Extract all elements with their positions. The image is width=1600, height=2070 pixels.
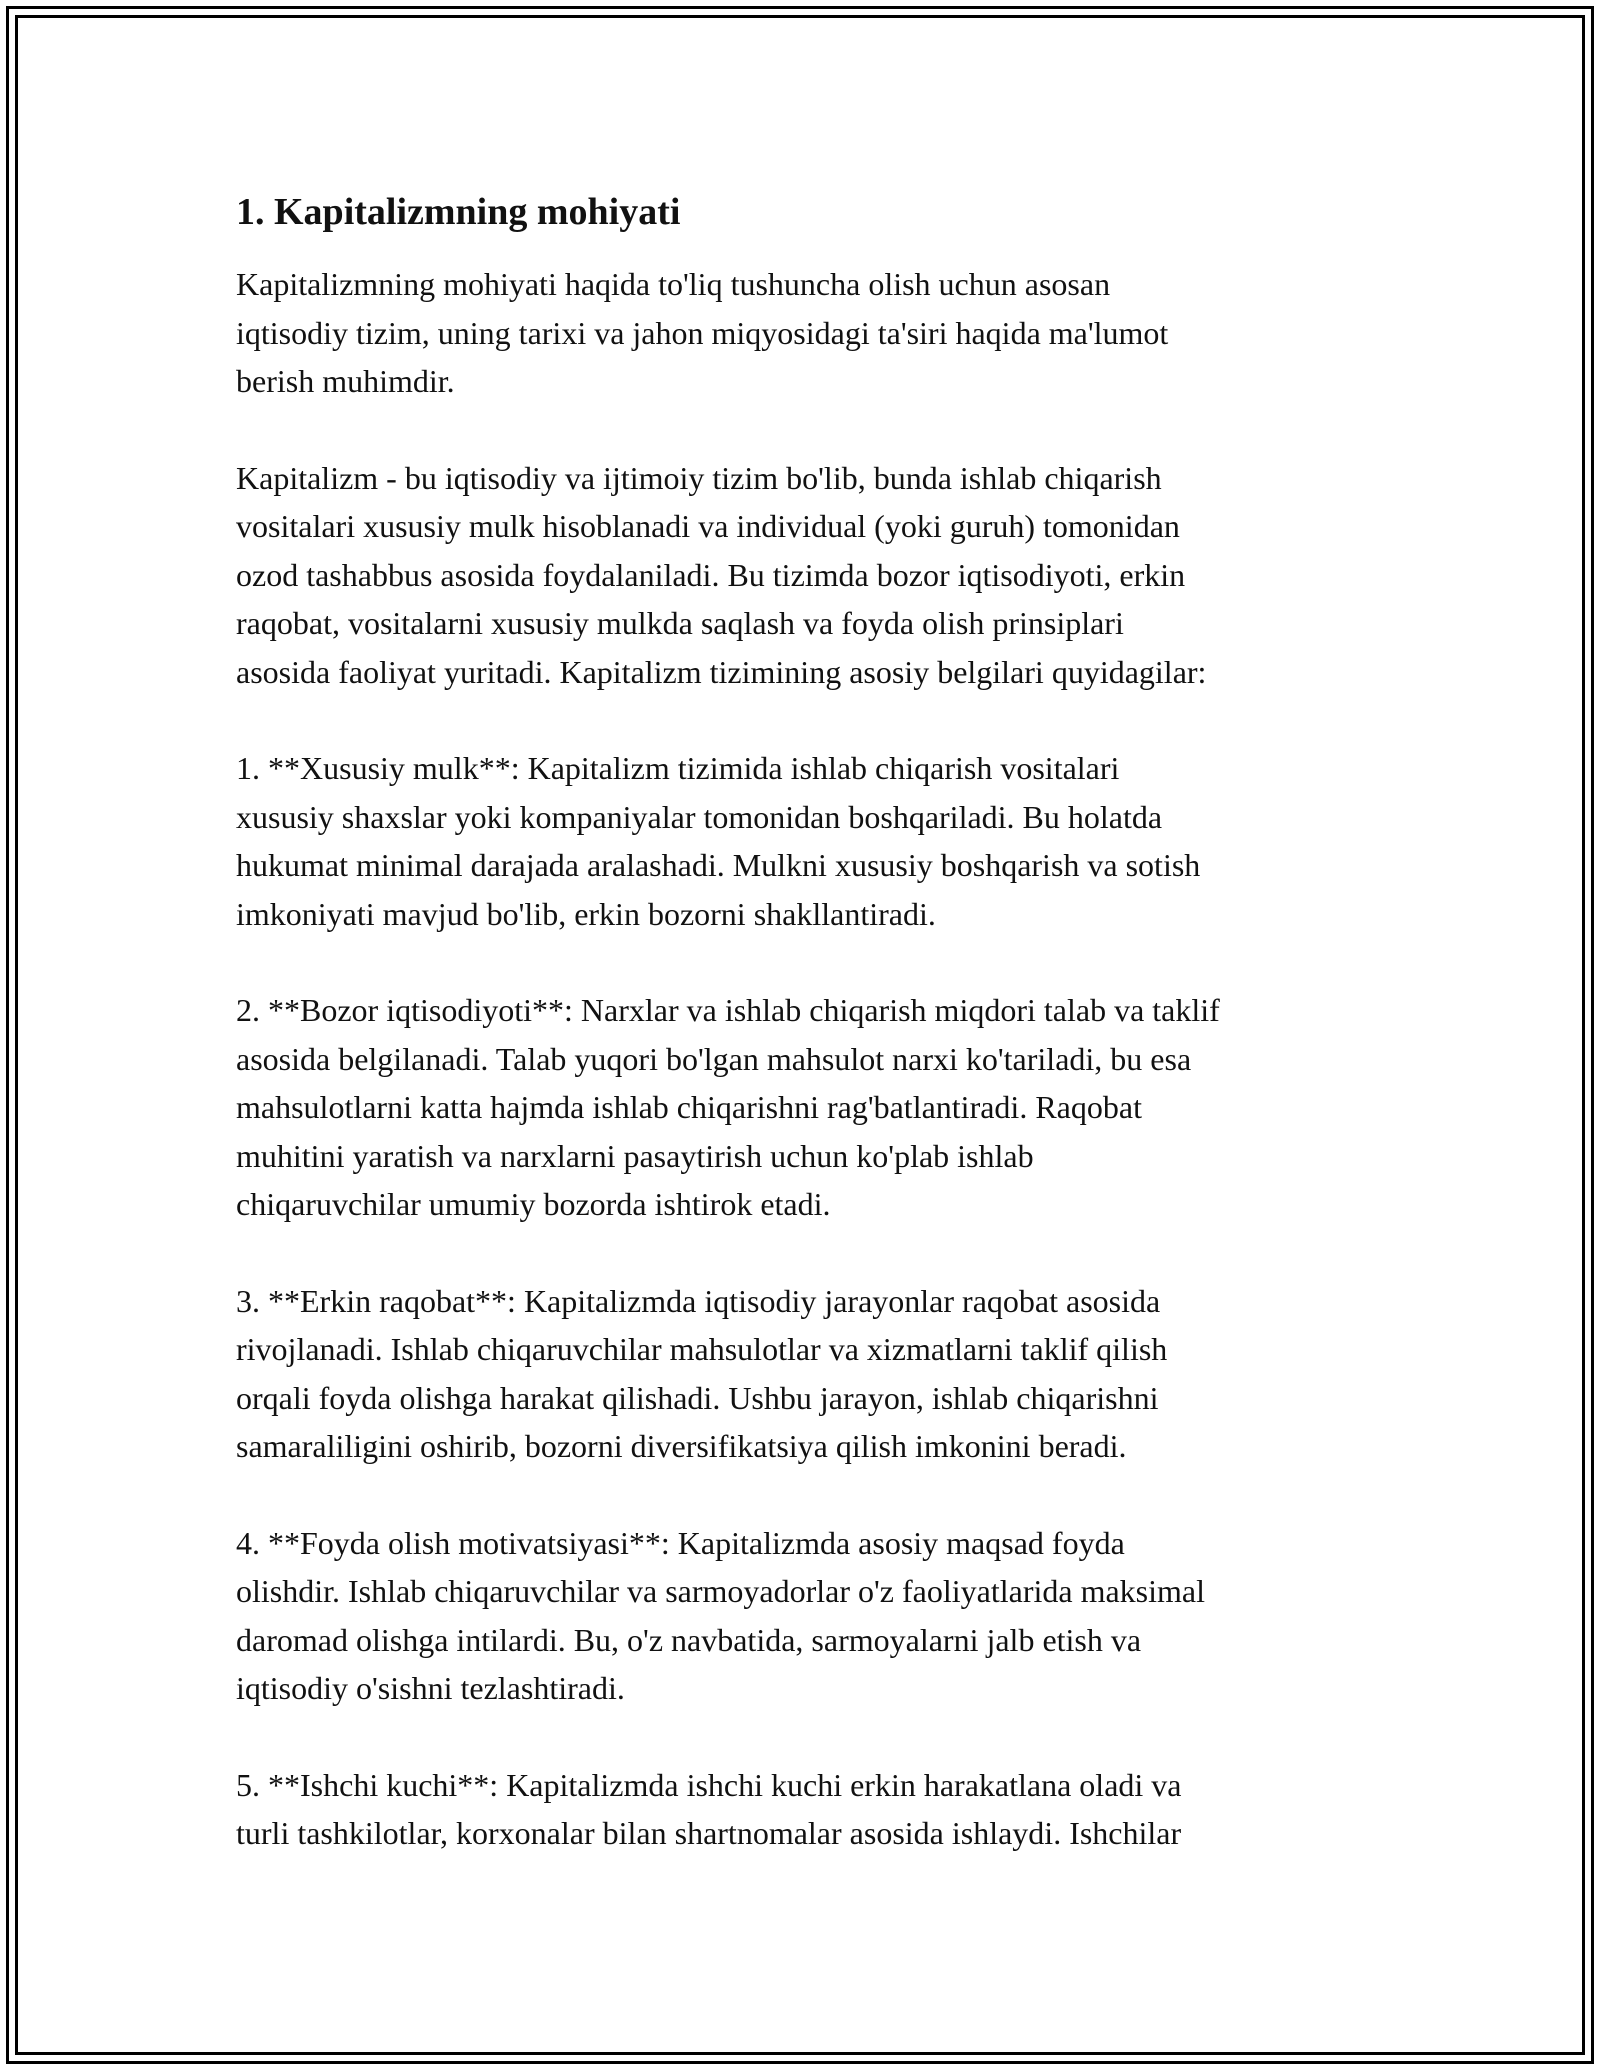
section-title: 1. Kapitalizmning mohiyati bbox=[236, 191, 681, 233]
paragraph-definition: Kapitalizm - bu iqtisodiy va ijtimoiy tizim bo'lib, bunda ishlab chiqarish vositalari xususiy mulk hisoblanadi va individual (yoki guruh) tomonidan ozod tashabbus asosida foydalaniladi. Bu tizimda bozor iqtisodiyoti, erkin raqobat, vositalarni xususiy mulkda saqlash va foyda olish prinsiplari asosida faoliyat yuritadi. Kapitalizm tizimining asosiy belgilari quyidagilar: bbox=[236, 459, 1207, 690]
document-page bbox=[236, 186, 1366, 1906]
list-item-private-property: 1. **Xususiy mulk**: Kapitalizm tizimida ishlab chiqarish vositalari xususiy shaxslar yoki kompaniyalar tomonidan boshqariladi. Bu holatda hukumat minimal darajada aralashadi. Mulkni xususiy boshqarish va sotish imkoniyati mavjud bo'lib, erkin bozorni shakllantiradi. bbox=[236, 750, 1201, 932]
list-item-profit-motive: 4. **Foyda olish motivatsiyasi**: Kapitalizmda asosiy maqsad foyda olishdir. Ishlab chiqaruvchilar va sarmoyadorlar o'z faoliyatlarida maksimal daromad olishga intilardi. Bu, o'z navbatida, sarmoyalarni jalb etish va iqtisodiy o'sishni tezlashtiradi. bbox=[236, 1524, 1205, 1706]
list-item-labor-force: 5. **Ishchi kuchi**: Kapitalizmda ishchi kuchi erkin harakatlana oladi va turli tashkilotlar, korxonalar bilan shartnomalar asosida ishlaydi. Ishchilar bbox=[236, 1766, 1182, 1851]
list-item-market-economy: 2. **Bozor iqtisodiyoti**: Narxlar va ishlab chiqarish miqdori talab va taklif asosida belgilanadi. Talab yuqori bo'lgan mahsulot narxi ko'tariladi, bu esa mahsulotlarni katta hajmda ishlab chiqarishni rag'batlantiradi. Raqobat muhitini yaratish va narxlarni pasaytirish uchun ko'plab ishlab chiqaruvchilar umumiy bozorda ishtirok etadi. bbox=[236, 992, 1220, 1222]
list-item-free-competition: 3. **Erkin raqobat**: Kapitalizmda iqtisodiy jarayonlar raqobat asosida rivojlanadi. Ishlab chiqaruvchilar mahsulotlar va xizmatlarni taklif qilish orqali foyda olishga harakat qilishadi. Ushbu jarayon, ishlab chiqarishni samaraliligini oshirib, bozorni diversifikatsiya qilish imkonini beradi. bbox=[236, 1282, 1168, 1464]
paragraph-intro: Kapitalizmning mohiyati haqida to'liq tushuncha olish uchun asosan iqtisodiy tizim, uning tarixi va jahon miqyosidagi ta'siri haqida ma'lumot berish muhimdir. bbox=[236, 266, 1169, 399]
